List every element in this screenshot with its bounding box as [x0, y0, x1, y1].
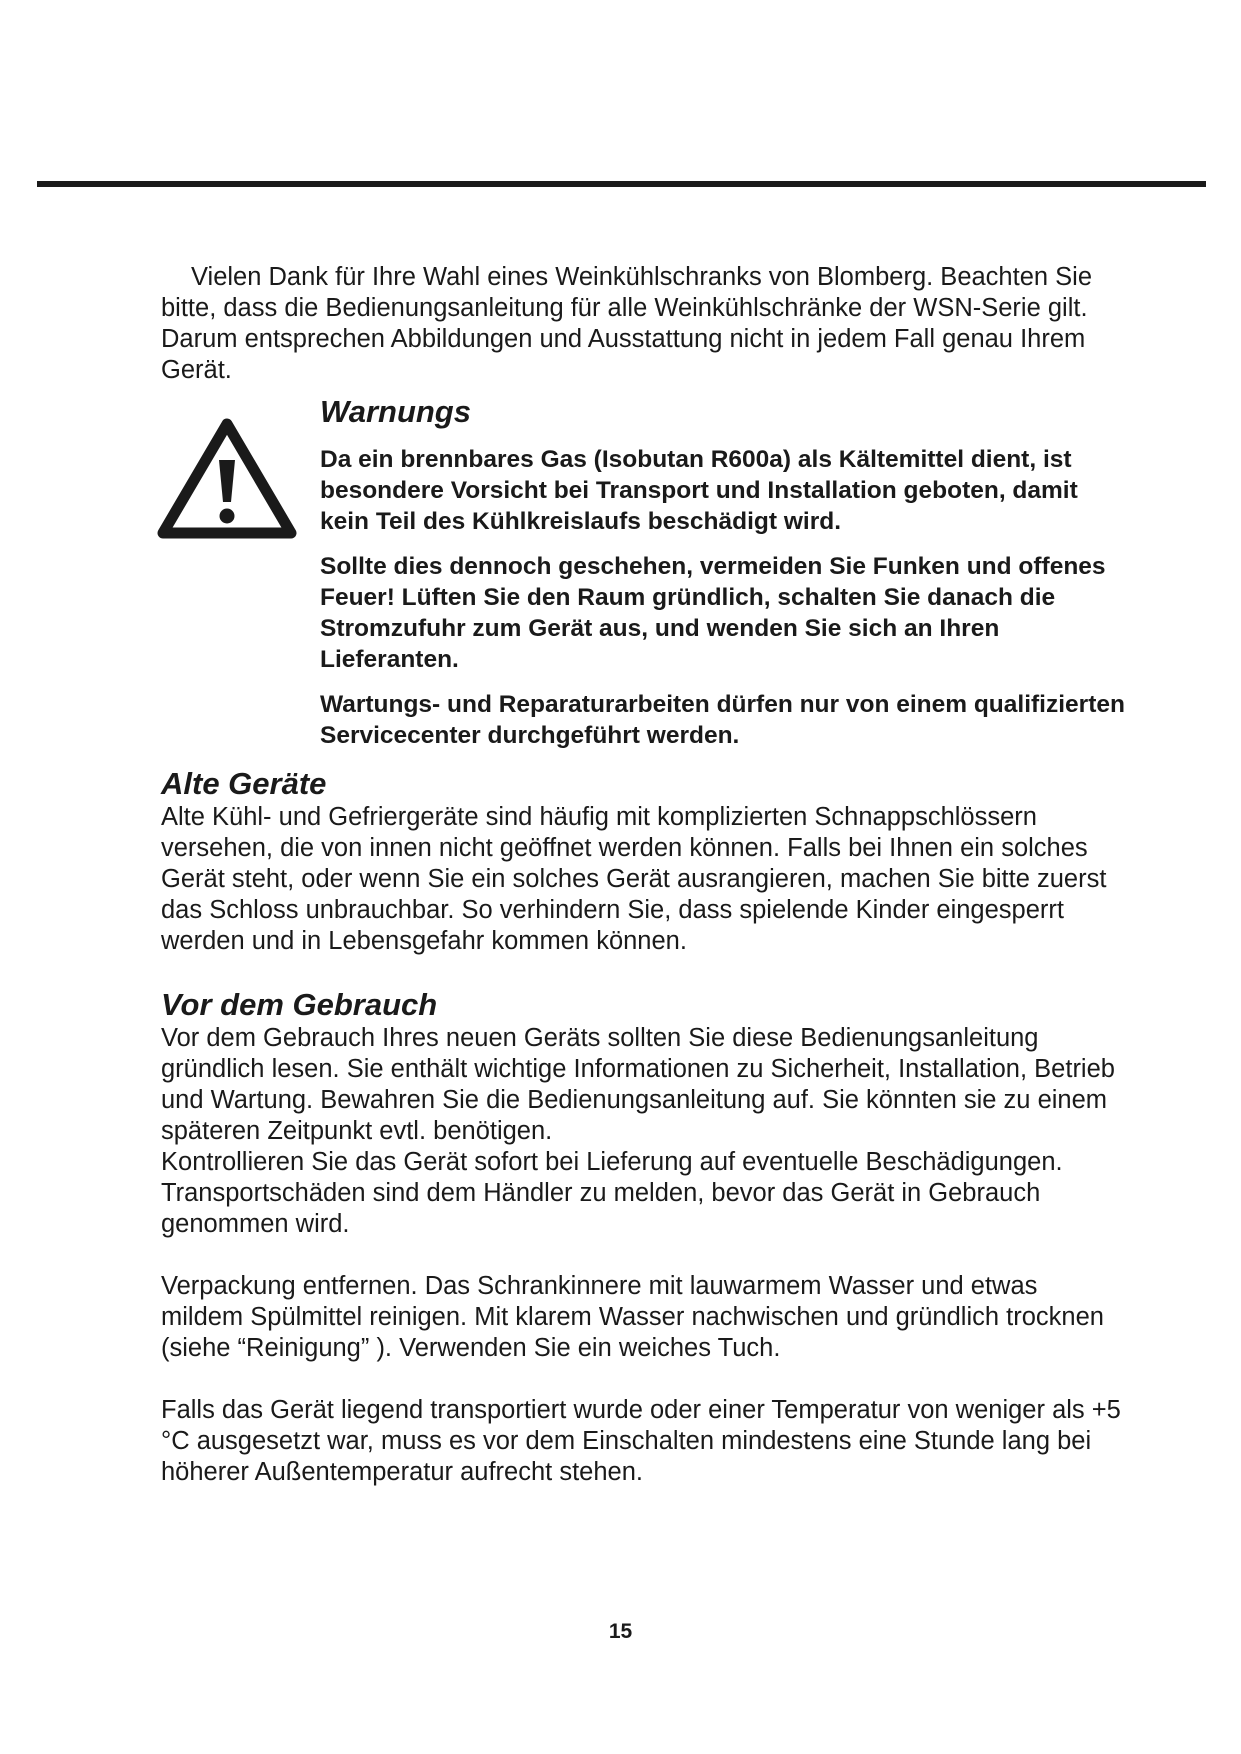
vor-dem-gebrauch-paragraph: Vor dem Gebrauch Ihres neuen Geräts sollten Sie diese Bedienungsanleitung gründlich lesen. Sie enthält wichtige Informationen zu Sicherheit, Installation, Betrieb und Wartung. Bewahren Sie die Bedienungsanleitung auf. Sie könnten sie zu einem späteren Zeitpunkt evtl. benötigen. [161, 1024, 1115, 1145]
warning-heading: Warnungs [320, 394, 471, 429]
page-content [161, 262, 1125, 1488]
warning-paragraph: Sollte dies dennoch geschehen, vermeiden Sie Funken und offenes Feuer! Lüften Sie den Raum gründlich, schalten Sie danach die Stromzufuhr zum Gerät aus, und wenden Sie sich an Ihren Lieferanten. [320, 553, 1106, 673]
vor-dem-gebrauch-paragraph: Falls das Gerät liegend transportiert wurde oder einer Temperatur von weniger als +5 °C ausgesetzt war, muss es vor dem Einschalten mindestens eine Stunde lang bei höherer Außentemperatur aufrecht stehen. [161, 1396, 1121, 1486]
page-number: 15 [608, 1620, 633, 1643]
warning-text [320, 394, 1125, 765]
alte-geraete-heading: Alte Geräte [161, 766, 327, 801]
warning-paragraph: Wartungs- und Reparaturarbeiten dürfen nur von einem qualifizierten Servicecenter durchgeführt werden. [320, 691, 1125, 749]
intro-paragraph: Vielen Dank für Ihre Wahl eines Weinkühlschranks von Blomberg. Beachten Sie bitte, dass die Bedienungsanleitung für alle Weinkühlschränke der WSN-Serie gilt. Darum entsprechen Abbildungen und Ausstattung nicht in jedem Fall genau Ihrem Gerät. [161, 263, 1093, 384]
warning-block [161, 394, 1125, 766]
warning-paragraph: Da ein brennbares Gas (Isobutan R600a) als Kältemittel dient, ist besondere Vorsicht bei Transport und Installation geboten, damit kein Teil des Kühlkreislaufs beschädigt wird. [320, 446, 1078, 535]
vor-dem-gebrauch-heading: Vor dem Gebrauch [161, 987, 438, 1022]
warning-triangle-icon [157, 416, 297, 541]
alte-geraete-paragraph: Alte Kühl- und Gefriergeräte sind häufig mit komplizierten Schnappschlössern versehen, die von innen nicht geöffnet werden können. Falls bei Ihnen ein solches Gerät steht, oder wenn Sie ein solches Gerät ausrangieren, machen Sie bitte zuerst das Schloss unbrauchbar. So verhindern Sie, dass spielende Kinder eingesperrt werden und in Lebensgefahr kommen können. [161, 803, 1107, 955]
vor-dem-gebrauch-paragraph: Verpackung entfernen. Das Schrankinnere mit lauwarmem Wasser und etwas mildem Spülmittel reinigen. Mit klarem Wasser nachwischen und gründlich trocknen (siehe “Reinigung” ). Verwenden Sie ein weiches Tuch. [161, 1272, 1104, 1362]
vor-dem-gebrauch-paragraph: Kontrollieren Sie das Gerät sofort bei Lieferung auf eventuelle Beschädigungen. Transportschäden sind dem Händler zu melden, bevor das Gerät in Gebrauch genommen wird. [161, 1148, 1063, 1238]
header-rule [37, 181, 1206, 187]
